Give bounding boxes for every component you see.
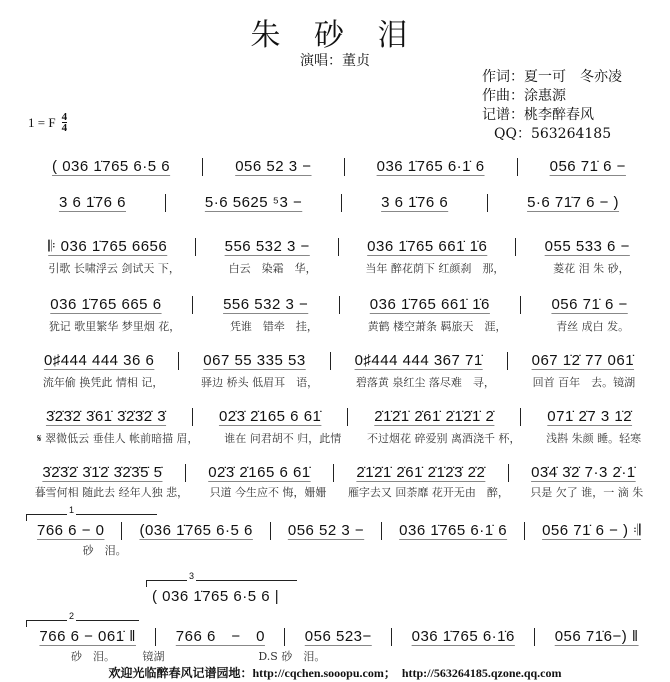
bar-line (347, 408, 348, 426)
lyric: 当年 醉花荫下 红颜刹 那， (365, 262, 505, 275)
lyric: 流年偷 换凭此 情相 记， (42, 376, 164, 389)
lyrics-line (24, 376, 654, 389)
measure: (036 1̇765 6·5 6 (139, 522, 253, 539)
time-bottom: 4 (61, 122, 68, 134)
lyric: 浅斟 朱颜 睡。轻寒 (546, 432, 642, 445)
singer: 演唱：董贞 (300, 53, 370, 69)
lyric-empty (372, 650, 466, 663)
volta-bracket (26, 505, 157, 521)
bar-line (515, 238, 516, 256)
lyric: 菱花 泪 朱 砂， (553, 262, 630, 275)
measure: 036 1̇765 665 6 (50, 296, 162, 313)
measure: 036 1̇765 6·1̇ 6 (399, 522, 508, 539)
lyric: 引歌 长啸浮云 剑试天 下， (48, 262, 180, 275)
bar-line (195, 238, 196, 256)
lyric: 犹记 歌里繁华 梦里烟 花， (48, 320, 181, 333)
measure: 036 1̇765 661̇ 1̇6 (367, 238, 488, 255)
measure: 2̇1̇2̇1̇ 2̇61̇ 2̇1̇2̇1̇ 2̇ (374, 408, 495, 425)
bar-line (520, 408, 521, 426)
bar-line (330, 352, 331, 370)
measure: 036 1̇765 661̇ 1̇6 (369, 296, 490, 313)
lyric: 暮雪何相 随此去 经年人独 悲， (34, 486, 189, 499)
transcriber: 记谱：桃李醉春风 (482, 107, 594, 123)
bar-line (487, 194, 488, 212)
bar-line (192, 296, 193, 314)
measure: 0♯444 444 367 71̇ (354, 352, 483, 369)
measure: 055 533 6 − (544, 238, 630, 255)
qq-number: QQ：563264185 (494, 126, 612, 142)
lyric-empty (420, 544, 537, 557)
lyricist: 作词：夏一可 冬亦凌 (482, 69, 622, 85)
measure: 5·6 71̇7 6 − ) (527, 194, 620, 211)
measure: 556 532 3 − (224, 238, 310, 255)
lyric: 𝄋 翠微低云 垂佳人 帐前暗描 眉， (36, 432, 199, 445)
measure: 056 71̇ 6 − (549, 158, 626, 175)
lyric: 驿边 桥头 低眉耳 语， (201, 376, 319, 389)
measure: ( 036 1̇765 6·5 6 (52, 158, 171, 175)
lyrics-line (24, 320, 654, 333)
lyric: 只道 今生应不 悔，姗姗 (209, 486, 327, 499)
bar-line (284, 628, 285, 646)
measure: 02̇3̇ 2̇165 6 61̇ (208, 464, 311, 481)
lyric: 碧落黄 泉红尘 落尽难 寻， (355, 376, 495, 389)
measure: 036 1̇765 6·1̇ 6 (376, 158, 485, 175)
volta-number: 3 (189, 571, 195, 581)
lyric: 雁字去又 回荼靡 花开无由 醉， (347, 486, 509, 499)
notation-line (24, 296, 654, 314)
bar-line (270, 522, 271, 540)
measure: 03̇4̇ 3̇2̇ 7·3 2̇·1̇ (531, 464, 636, 481)
volta-number: 2 (69, 611, 75, 621)
lyric: 黄鹤 楼空萧条 羁旅天 涯， (367, 320, 507, 333)
measure: 067 1̇2̇ 77 061̇ (531, 352, 635, 369)
measure: 766 6 − 0 (36, 522, 105, 539)
lyric: 青丝 成白 发。 (556, 320, 630, 333)
key: 1 = F (28, 114, 56, 130)
lyric: 白云 染霜 华， (228, 262, 317, 275)
notation-line (24, 352, 654, 370)
measure: 556 532 3 − (223, 296, 309, 313)
bar-line (165, 194, 166, 212)
lyric-empty (537, 544, 654, 557)
lyric-empty (466, 650, 560, 663)
measure: 067 55 335 53 (203, 352, 306, 369)
footer-links: 欢迎光临醉春风记谱园地：http://cqchen.sooopu.com； http://563264185.qzone.qq.com (108, 666, 562, 680)
measure: 3 6 1̇76 6 (58, 194, 126, 211)
time-top: 4 (61, 111, 68, 123)
notation-line (24, 158, 654, 176)
bar-line (381, 522, 382, 540)
bar-line (185, 464, 186, 482)
lyric: 不过烟花 碎爱别 离酒浇千 杯， (366, 432, 521, 445)
bar-line (339, 296, 340, 314)
bar-line (338, 238, 339, 256)
lyrics-line (24, 432, 654, 445)
measure: 071̇ 2̇7 3 1̇2̇ (547, 408, 633, 425)
bar-line (178, 352, 179, 370)
notation-line (24, 194, 654, 212)
bar-line (155, 628, 156, 646)
volta-bracket (26, 611, 139, 627)
measure: 5·6 5625 ⁵3 − (204, 194, 303, 211)
measure: 𝄆 036 1̇765 6656 (48, 238, 168, 255)
measure: 056 52 3 − (235, 158, 312, 175)
bar-line (121, 522, 122, 540)
lyric: 谁在 问君胡不 归，此情 (224, 432, 342, 445)
measure: 766 6 − 061̇ ‖ (39, 628, 136, 645)
measure: 056 71̇ 6 − (551, 296, 628, 313)
notation-line (24, 464, 654, 482)
lyric: 回首 百年 去。镜湖 (532, 376, 636, 389)
bar-line (507, 352, 508, 370)
lyric-empty (560, 650, 654, 663)
measure: 056 52 3 − (287, 522, 365, 539)
lyrics-line (24, 650, 654, 663)
song-title: 朱 砂 泪 (250, 18, 420, 53)
lyric: 只是 欠了 谁，一 滴 朱 (530, 486, 644, 499)
volta-3-notation: ( 036 1̇765 6·5 6 | (152, 588, 280, 605)
credits (482, 68, 622, 144)
notation-line (24, 628, 654, 646)
bar-line (517, 158, 518, 176)
bar-line (341, 194, 342, 212)
measure: 3̇2̇3̇2̇ 3̇1̇2̇ 3̇2̇3̇5̇ 5̇ (42, 464, 163, 481)
bar-line (192, 408, 193, 426)
composer: 作曲：涂惠源 (482, 88, 566, 104)
bar-line (508, 464, 509, 482)
lyric-empty (302, 544, 419, 557)
bar-line (520, 296, 521, 314)
volta-bracket-3 (146, 571, 297, 587)
lyric-empty (185, 544, 302, 557)
lyric: 凭谁 错牵 挂， (229, 320, 318, 333)
measure: 2̇1̇2̇1̇ 2̇61̇ 2̇1̇2̇3̇ 2̇2̇ (356, 464, 486, 481)
bar-line (534, 628, 535, 646)
volta-number: 1 (69, 505, 75, 515)
measure: 3 6 1̇76 6 (381, 194, 449, 211)
measure: 0♯444 444 36 6 (43, 352, 155, 369)
bar-line (391, 628, 392, 646)
lyrics-line (24, 486, 654, 499)
bar-line (344, 158, 345, 176)
lyric: D.S 砂 泪。 (258, 650, 326, 663)
bar-line (202, 158, 203, 176)
measure: 766 6 − 0 (175, 628, 265, 645)
measure: 036 1̇765 6·1̇6 (411, 628, 515, 645)
lyrics-line (24, 262, 654, 275)
measure: 056 523− (304, 628, 372, 645)
bar-line (524, 522, 525, 540)
time-signature (62, 112, 68, 133)
measure: 056 71̇6−) ‖ (554, 628, 639, 645)
measure: 02̇3̇ 2̇165 6 61̇ (218, 408, 322, 425)
lyric: 砂 泪。 (82, 544, 127, 557)
bar-line (333, 464, 334, 482)
notation-line (24, 238, 654, 256)
key-signature (28, 112, 67, 133)
measure: 056 71̇ 6 − ) 𝄇 (542, 522, 642, 539)
lyric: 砂 泪。 镜湖 (70, 650, 165, 663)
notation-line (24, 522, 654, 540)
measure: 3̇2̇3̇2̇ 3̇61̇ 3̇2̇3̇2̇ 3̇ (45, 408, 167, 425)
notation-line (24, 408, 654, 426)
lyrics-line (24, 544, 654, 557)
